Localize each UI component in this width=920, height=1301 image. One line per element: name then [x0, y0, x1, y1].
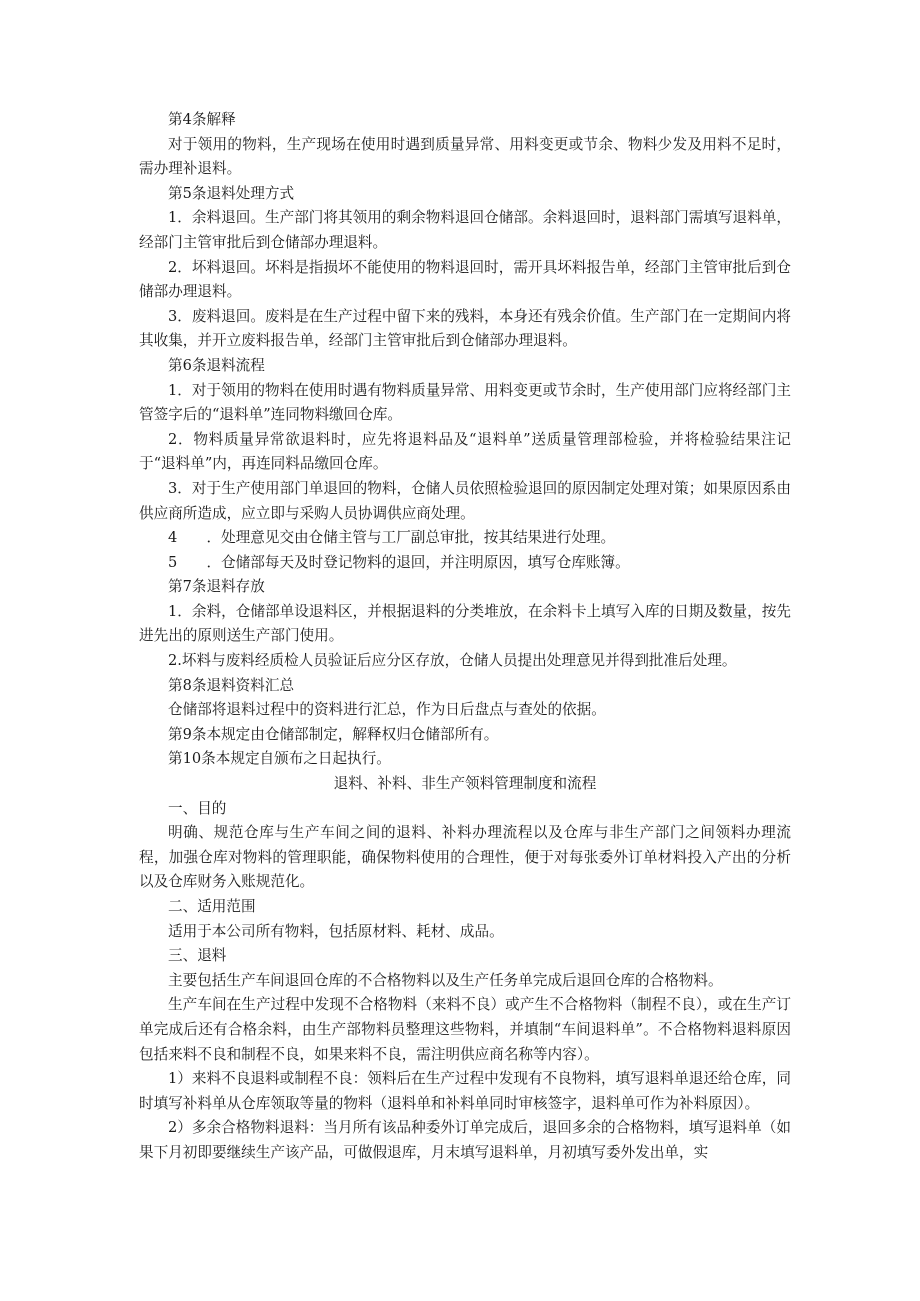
article-6-item-1: 1．对于领用的物料在使用时遇有物料质量异常、用料变更或节余时，生产使用部门应将经部门主管签字后的“退料单”连同物料缴回仓库。 [139, 381, 791, 424]
return-case-2: 2）多余合格物料退料：当月所有该品种委外订单完成后，退回多余的合格物料，填写退料单（如果下月初即要继续生产该产品，可做假退库，月末填写退料单，月初填写委外发出单，实 [139, 1119, 791, 1161]
scope-heading: 二、适用范围 [168, 898, 256, 915]
article-6-item-5: 5 ．仓储部每天及时登记物料的退回，并注明原因，填写仓库账簿。 [168, 553, 630, 571]
article-5-item-2: 2．坏料退回。坏料是指损坏不能使用的物料退回时，需开具坏料报告单，经部门主管审批后到仓储部办理退料。 [139, 258, 791, 301]
article-7-heading: 第7条退料存放 [168, 578, 265, 596]
article-5-item-1: 1．余料退回。生产部门将其领用的剩余物料退回仓储部。余料退回时，退料部门需填写退料单，经部门主管审批后到仓储部办理退料。 [139, 209, 791, 251]
article-6-item-3: 3．对于生产使用部门单退回的物料，仓储人员依照检验退回的原因制定处理对策；如果原因系由供应商所造成，应立即与采购人员协调供应商处理。 [139, 479, 791, 522]
article-8-heading: 第8条退料资料汇总 [168, 676, 295, 694]
article-10: 第10条本规定自颁布之日起执行。 [168, 750, 391, 768]
article-4-heading: 第4条解释 [168, 111, 236, 128]
return-heading: 三、退料 [168, 947, 227, 965]
article-6-item-2: 2．物料质量异常欲退料时，应先将退料品及“退料单”送质量管理部检验，并将检验结果注记于“退料单”内，再连同料品缴回仓库。 [139, 430, 791, 473]
article-5-heading: 第5条退料处理方式 [168, 184, 295, 202]
document-body [139, 108, 791, 1166]
return-summary: 主要包括生产车间退回仓库的不合格物料以及生产任务单完成后退回仓库的合格物料。 [168, 971, 723, 989]
purpose-heading: 一、目的 [168, 799, 227, 817]
article-7-item-1: 1．余料，仓储部单设退料区，并根据退料的分类堆放，在余料卡上填写入库的日期及数量，按先进先出的原则送生产部门使用。 [139, 602, 791, 645]
article-6-item-4: 4 ．处理意见交由仓储主管与工厂副总审批，按其结果进行处理。 [168, 529, 616, 547]
scope-body: 适用于本公司所有物料，包括原材料、耗材、成品。 [168, 922, 504, 940]
article-6-heading: 第6条退料流程 [168, 356, 265, 374]
article-8-body: 仓储部将退料过程中的资料进行汇总，作为日后盘点与查处的依据。 [168, 701, 606, 719]
purpose-body: 明确、规范仓库与生产车间之间的退料、补料办理流程以及仓库与非生产部门之间领料办理流程，加强仓库对物料的管理职能，确保物料使用的合理性，便于对每张委外订单材料投入产出的分析以及仓库财务入账规范化。 [139, 824, 791, 891]
section-title: 退料、补料、非生产领料管理制度和流程 [333, 775, 597, 793]
article-7-item-2: 2.坏料与废料经质检人员验证后应分区存放，仓储人员提出处理意见并得到批准后处理。 [168, 652, 737, 670]
return-process: 生产车间在生产过程中发现不合格物料（来料不良）或产生不合格物料（制程不良），或在生产订单完成后还有合格余料，由生产部物料员整理这些物料，并填制“车间退料单”。不合格物料退料原因包括来料不良和制程不良，如果来料不良，需注明供应商名称等内容）。 [139, 996, 791, 1063]
article-9: 第9条本规定由仓储部制定，解释权归仓储部所有。 [168, 725, 499, 743]
article-5-item-3: 3．废料退回。废料是在生产过程中留下来的残料，本身还有残余价值。生产部门在一定期间内将其收集，并开立废料报告单，经部门主管审批后到仓储部办理退料。 [139, 307, 791, 350]
article-4-body: 对于领用的物料，生产现场在使用时遇到质量异常、用料变更或节余、物料少发及用料不足时，需办理补退料。 [139, 135, 791, 178]
return-case-1: 1）来料不良退料或制程不良：领料后在生产过程中发现有不良物料，填写退料单退还给仓库，同时填写补料单从仓库领取等量的物料（退料单和补料单同时审核签字，退料单可作为补料原因）。 [139, 1070, 791, 1112]
